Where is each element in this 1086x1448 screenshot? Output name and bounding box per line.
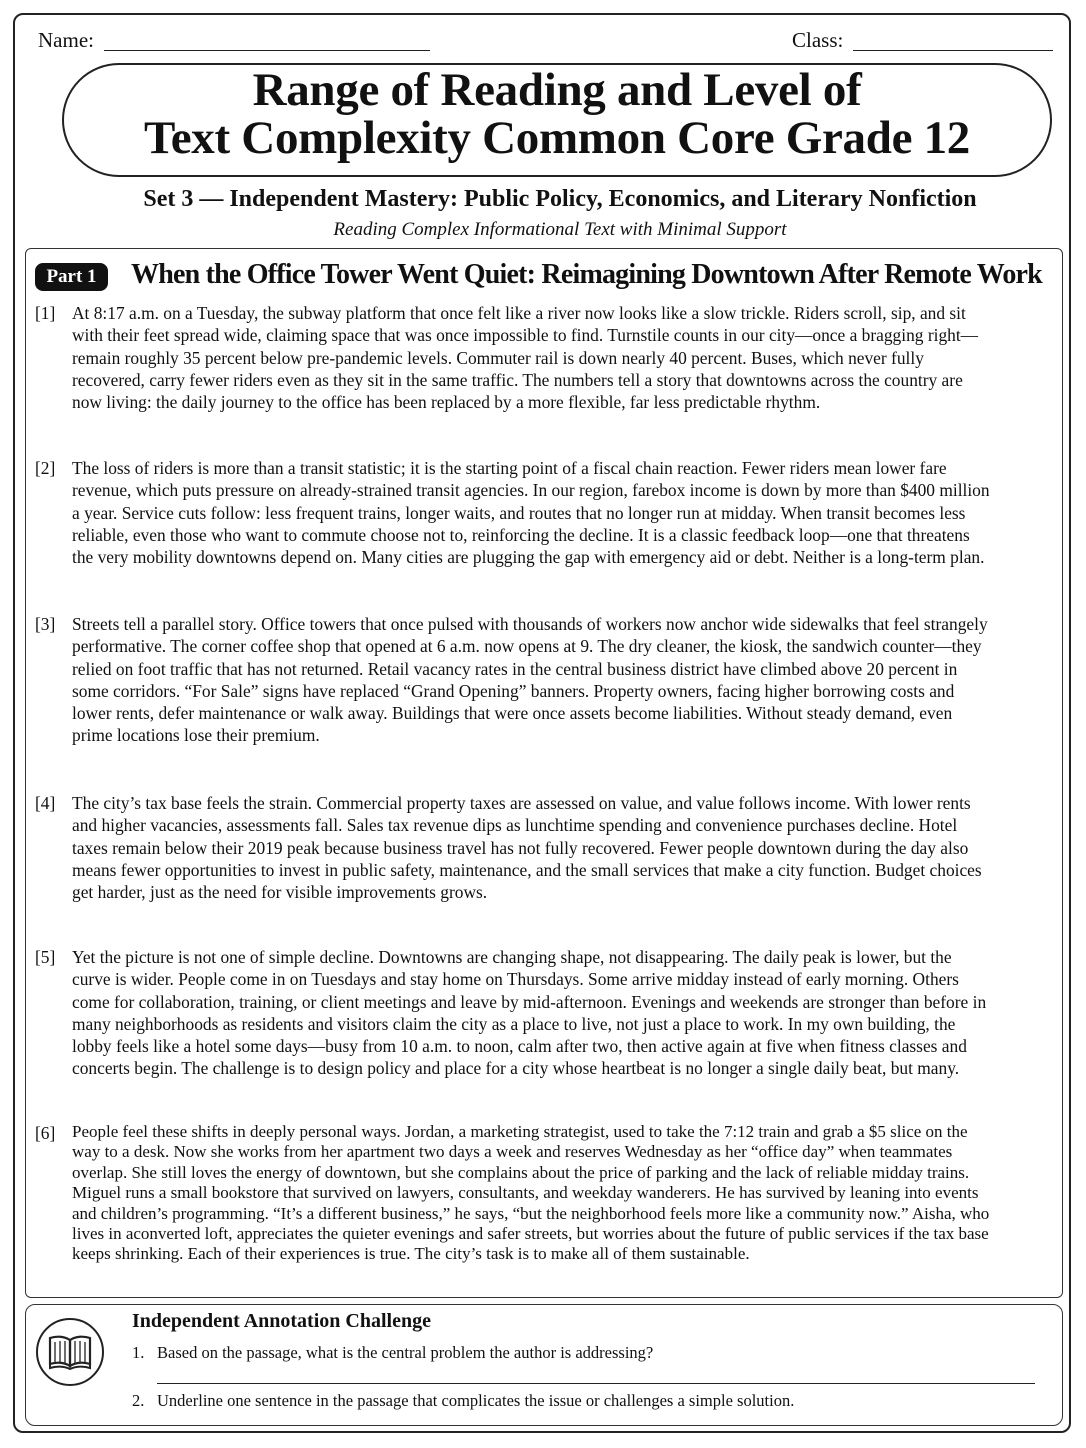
name-label: Name: xyxy=(38,28,94,52)
paragraph-text: Yet the picture is not one of simple decline. Downtowns are changing shape, not disappearing. The daily peak is lower, but the curve is wider. People come in on Tuesdays and stay home on Thursdays. Some arrive midday instead of early morning. Others come for collaboration, training, or client meetings and leave by mid-afternoon. Evenings and weekends are stronger than before in many neighborhoods as residents and visitors claim the city as a place to live, not just a place to work. In my own building, the lobby feels like a hotel some days—busy from 10 a.m. to noon, calm after two, then active again at five when fitness classes and concerts begin. The challenge is to design policy and place for a city whose heartbeat is no longer a single daily beat, but many. xyxy=(72,947,987,1079)
question-text: Based on the passage, what is the central problem the author is addressing? xyxy=(157,1343,654,1362)
paragraph-text: The city’s tax base feels the strain. Commercial property taxes are assessed on value, and value follows income. With lower rents and higher vacancies, assessments fall. Sales tax revenue dips as lunchtime spending and convenience purchases decline. Hotel taxes remain below their 2019 peak because business travel has not fully recovered. Fewer people downtown during the day also means fewer opportunities to invest in public safety, maintenance, and the small services that make a city function. Budget choices get harder, just as the need for visible improvements grows. xyxy=(72,793,982,903)
paragraph-number: [2] xyxy=(35,458,56,478)
question-2 xyxy=(132,1391,794,1411)
paragraph-5 xyxy=(35,946,1055,1080)
title-line-2: Text Complexity Common Core Grade 12 xyxy=(144,112,970,164)
title-line-1: Range of Reading and Level of xyxy=(252,64,862,116)
paragraph-number: [3] xyxy=(35,614,56,634)
class-label: Class: xyxy=(792,28,844,52)
class-field-line[interactable] xyxy=(853,50,1053,51)
question-number: 1. xyxy=(132,1343,145,1362)
paragraph-text: People feel these shifts in deeply personal ways. Jordan, a marketing strategist, used to take the 7:12 train and grab a $5 slice on the way to a desk. Now she works from her apartment two days a week and reserves Wednesday as her “office day” when teammates overlap. She still loves the energy of downtown, but she complains about the price of parking and the lack of reliable midday trains. Miguel runs a small bookstore that survived on lawyers, consultants, and weekday wanderers. He has survived by leaning into events and children’s programming. “It’s a different business,” he says, “but the neighborhood feels more like a community now.” Aisha, who lives in aconverted loft, appreciates the quieter evenings and safer streets, but worries about the future of public services if the tax base keeps shrinking. Each of their experiences is true. The city’s task is to make all of them sustainable. xyxy=(72,1122,990,1264)
page-title xyxy=(62,66,1052,162)
paragraph-text: The loss of riders is more than a transit statistic; it is the starting point of a fiscal chain reaction. Fewer riders mean lower fare revenue, which puts pressure on already-strained transit agencies. In our region, farebox income is down by more than $400 million a year. Service cuts follow: less frequent trains, longer waits, and routes that no longer run at midday. When transit becomes less reliable, even those who want to commute choose not to, reinforcing the decline. It is a classic feedback loop—one that threatens the very mobility downtowns depend on. Many cities are plugging the gap with emergency aid or debt. Neither is a long-term plan. xyxy=(72,458,990,568)
set-subtitle: Set 3 — Independent Mastery: Public Policy, Economics, and Literary Nonfiction xyxy=(143,186,977,212)
paragraph-6 xyxy=(35,1122,1055,1265)
paragraph-3 xyxy=(35,613,1055,747)
paragraph-text: At 8:17 a.m. on a Tuesday, the subway platform that once felt like a river now looks like a slow trickle. Riders scroll, sip, and sit with their feet spread wide, claiming space that was once impossible to find. Turnstile counts in our city—once a bragging right—remain roughly 35 percent below pre-pandemic levels. Commuter rail is down nearly 40 percent. Buses, which never fully recovered, carry fewer riders even as they sit in the same traffic. The numbers tell a story that downtowns across the country are now living: the daily journey to the office has been replaced by a more flexible, far less predictable rhythm. xyxy=(72,303,979,413)
passage-title: When the Office Tower Went Quiet: Reimagining Downtown After Remote Work xyxy=(131,259,1042,290)
paragraph-1 xyxy=(35,302,1055,413)
question-text: Underline one sentence in the passage that complicates the issue or challenges a simple solution. xyxy=(157,1391,795,1410)
answer-line-1[interactable] xyxy=(157,1383,1035,1384)
paragraph-4 xyxy=(35,792,1055,903)
paragraph-number: [4] xyxy=(35,793,56,813)
paragraph-2 xyxy=(35,457,1055,568)
set-description: Reading Complex Informational Text with Minimal Support xyxy=(333,219,787,240)
question-number: 2. xyxy=(132,1391,145,1410)
paragraph-number: [1] xyxy=(35,303,56,323)
part-badge: Part 1 xyxy=(35,263,108,291)
challenge-title: Independent Annotation Challenge xyxy=(132,1310,431,1332)
paragraph-number: [5] xyxy=(35,947,56,967)
paragraph-text: Streets tell a parallel story. Office towers that once pulsed with thousands of workers now anchor wide sidewalks that feel strangely performative. The corner coffee shop that opened at 6 a.m. now opens at 9. The dry cleaner, the kiosk, the sandwich counter—they relied on foot traffic that has not returned. Retail vacancy rates in the central business district have climbed above 20 percent in some corridors. “For Sale” signs have replaced “Grand Opening” banners. Property owners, facing higher borrowing costs and lower rents, defer maintenance or walk away. Buildings that were once assets become liabilities. Without steady demand, even prime locations lose their premium. xyxy=(72,614,988,746)
open-book-icon xyxy=(47,1334,93,1370)
question-1 xyxy=(132,1343,653,1363)
name-field-line[interactable] xyxy=(104,50,430,51)
paragraph-number: [6] xyxy=(35,1123,56,1143)
